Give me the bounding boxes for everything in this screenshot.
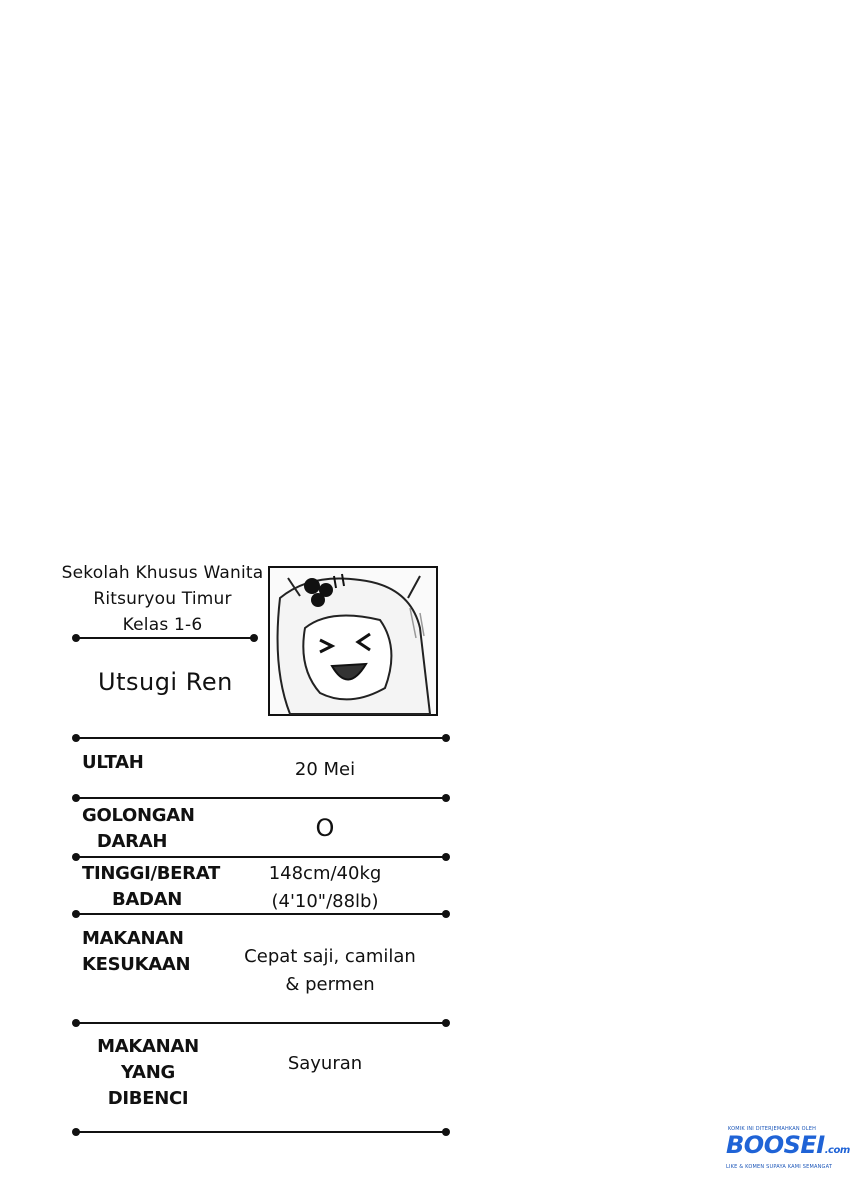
value-birthday bbox=[225, 756, 425, 784]
divider-5 bbox=[75, 1022, 447, 1024]
label-blood-type-line-1: GOLONGAN bbox=[82, 805, 195, 826]
label-disliked-food bbox=[78, 1034, 218, 1112]
label-favorite-food bbox=[82, 926, 191, 978]
divider-3 bbox=[75, 856, 447, 858]
label-disliked-food-line-1: MAKANAN YANG bbox=[97, 1036, 199, 1083]
value-favorite-food-line-1: Cepat saji, camilan bbox=[244, 946, 416, 967]
credit-brand bbox=[726, 1131, 850, 1164]
label-blood-type bbox=[82, 803, 195, 855]
divider-1 bbox=[75, 737, 447, 739]
divider-6 bbox=[75, 1131, 447, 1133]
portrait-drawing bbox=[270, 568, 436, 714]
label-blood-type-line-2: DARAH bbox=[96, 831, 168, 852]
value-birthday-line-1: 20 Mei bbox=[294, 759, 356, 780]
value-favorite-food bbox=[220, 943, 440, 999]
school-line-3: Kelas 1-6 bbox=[122, 615, 203, 635]
school-info bbox=[55, 560, 270, 638]
label-height-weight bbox=[82, 861, 220, 913]
value-blood-type bbox=[225, 814, 425, 842]
label-height-weight-line-2: BADAN bbox=[111, 889, 183, 910]
school-line-1: Sekolah Khusus Wanita bbox=[61, 563, 264, 583]
value-disliked-food-line-1: Sayuran bbox=[287, 1053, 363, 1074]
label-birthday bbox=[82, 750, 142, 776]
label-birthday-line-1: ULTAH bbox=[82, 752, 144, 773]
value-blood-type-line-1: O bbox=[315, 814, 335, 842]
scanlator-credit bbox=[726, 1126, 850, 1170]
school-line-2: Ritsuryou Timur bbox=[93, 589, 232, 609]
value-height-weight bbox=[225, 860, 425, 916]
value-disliked-food bbox=[225, 1050, 425, 1078]
label-favorite-food-line-1: MAKANAN bbox=[82, 928, 184, 949]
credit-brand-name: BOOSEI bbox=[726, 1131, 825, 1159]
label-disliked-food-line-2: DIBENCI bbox=[107, 1088, 189, 1109]
credit-brand-suffix: .com bbox=[824, 1145, 850, 1156]
label-height-weight-line-1: TINGGI/BERAT bbox=[82, 863, 220, 884]
value-height-weight-line-2: (4'10"/88lb) bbox=[271, 891, 379, 912]
label-favorite-food-line-2: KESUKAAN bbox=[82, 954, 191, 975]
divider-2 bbox=[75, 797, 447, 799]
value-height-weight-line-1: 148cm/40kg bbox=[268, 863, 382, 884]
credit-top-text: KOMIK INI DITERJEMAHKAN OLEH bbox=[727, 1126, 817, 1132]
value-favorite-food-line-2: & permen bbox=[285, 974, 375, 995]
divider-school bbox=[75, 637, 255, 639]
character-portrait bbox=[268, 566, 438, 716]
character-name: Utsugi Ren bbox=[98, 668, 233, 696]
credit-bottom-text: LIKE & KOMEN SUPAYA KAMI SEMANGAT bbox=[726, 1164, 833, 1170]
